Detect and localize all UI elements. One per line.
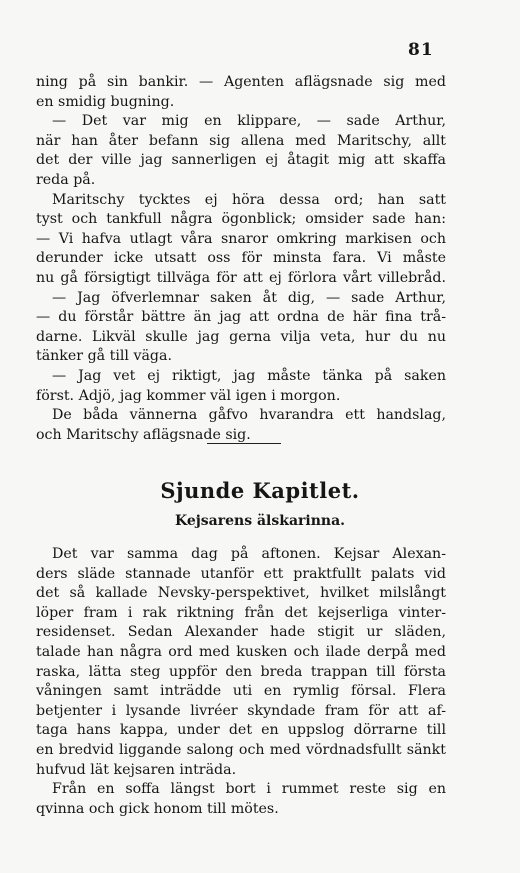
text-line: en smidig bugning. [36, 93, 175, 110]
text-line: hufvud lät kejsaren inträda. [36, 761, 237, 778]
text-line: De båda vännerna gåfvo hvarandra ett handslag, [52, 407, 446, 424]
text-line: Det var samma dag på aftonen. Kejsar Alexan- [52, 546, 446, 562]
text-line: ders släde stannade utanför ett praktfullt palats vid [36, 565, 446, 582]
text-line: våningen samt inträdde uti en rymlig försal. Flera [36, 683, 446, 700]
text-line: darne. Likväl skulle jag gerna vilja veta, hur du nu [36, 328, 446, 345]
text-line: — du förstår bättre än jag att ordna de här fina trå- [36, 309, 446, 326]
text-block-bottom [36, 545, 446, 819]
text-line: — Jag öfverlemnar saken åt dig, — sade Arthur, [52, 289, 446, 306]
text-line: talade han några ord med kusken och ilade derpå med [36, 643, 446, 660]
text-line: betjenter i lysande livréer skyndade fram för att af- [36, 702, 446, 719]
text-line: nu gå försigtigt tillväga för att ej förlora vårt villebråd. [36, 269, 446, 286]
text-line: när han åter befann sig allena med Maritschy, allt [36, 132, 446, 149]
text-line: taga hans kappa, under det en uppslog dörrarne till [36, 722, 446, 739]
text-line: en bredvid liggande salong och med vördnadsfullt sänkt [36, 741, 446, 758]
text-line: — Det var mig en klippare, — sade Arthur, [52, 113, 446, 130]
text-line: först. Adjö, jag kommer väl igen i morgon. [36, 387, 341, 404]
text-line: Från en soffa längst bort i rummet reste sig en [52, 781, 446, 798]
page-number: 81 [408, 40, 434, 60]
text-line: löper fram i rak riktning från det kejserliga vinter- [36, 604, 446, 621]
text-line: det så kallade Nevsky-perspektivet, hvilket milslångt [36, 585, 446, 602]
chapter-title: Sjunde Kapitlet. [160, 478, 360, 503]
text-line: det der ville jag sannerligen ej åtagit mig att skaffa [36, 152, 446, 169]
text-line: ning på sin bankir. — Agenten aflägsnade sig med [36, 74, 446, 90]
text-line: qvinna och gick honom till mötes. [36, 800, 279, 817]
text-line: reda på. [36, 171, 96, 188]
text-line: residenset. Sedan Alexander hade stigit ur släden, [36, 624, 446, 641]
text-line: — Vi hafva utlagt våra snaror omkring markisen och [36, 230, 446, 247]
text-line: tyst och tankfull några ögonblick; omsider sade han: [36, 211, 446, 228]
text-line: tänker gå till väga. [36, 348, 172, 365]
text-line: Maritschy tycktes ej höra dessa ord; han satt [52, 191, 446, 208]
text-line: och Maritschy aflägsnade sig. [36, 426, 251, 443]
text-block-top [36, 73, 446, 445]
text-line: derunder icke utsatt oss för minsta fara. Vi måste [36, 250, 446, 267]
text-line: raska, lätta steg uppför den breda trappan till första [36, 663, 446, 680]
chapter-subtitle: Kejsarens älskarinna. [174, 513, 346, 529]
text-line: — Jag vet ej riktigt, jag måste tänka på saken [52, 367, 446, 384]
section-divider [207, 443, 281, 444]
